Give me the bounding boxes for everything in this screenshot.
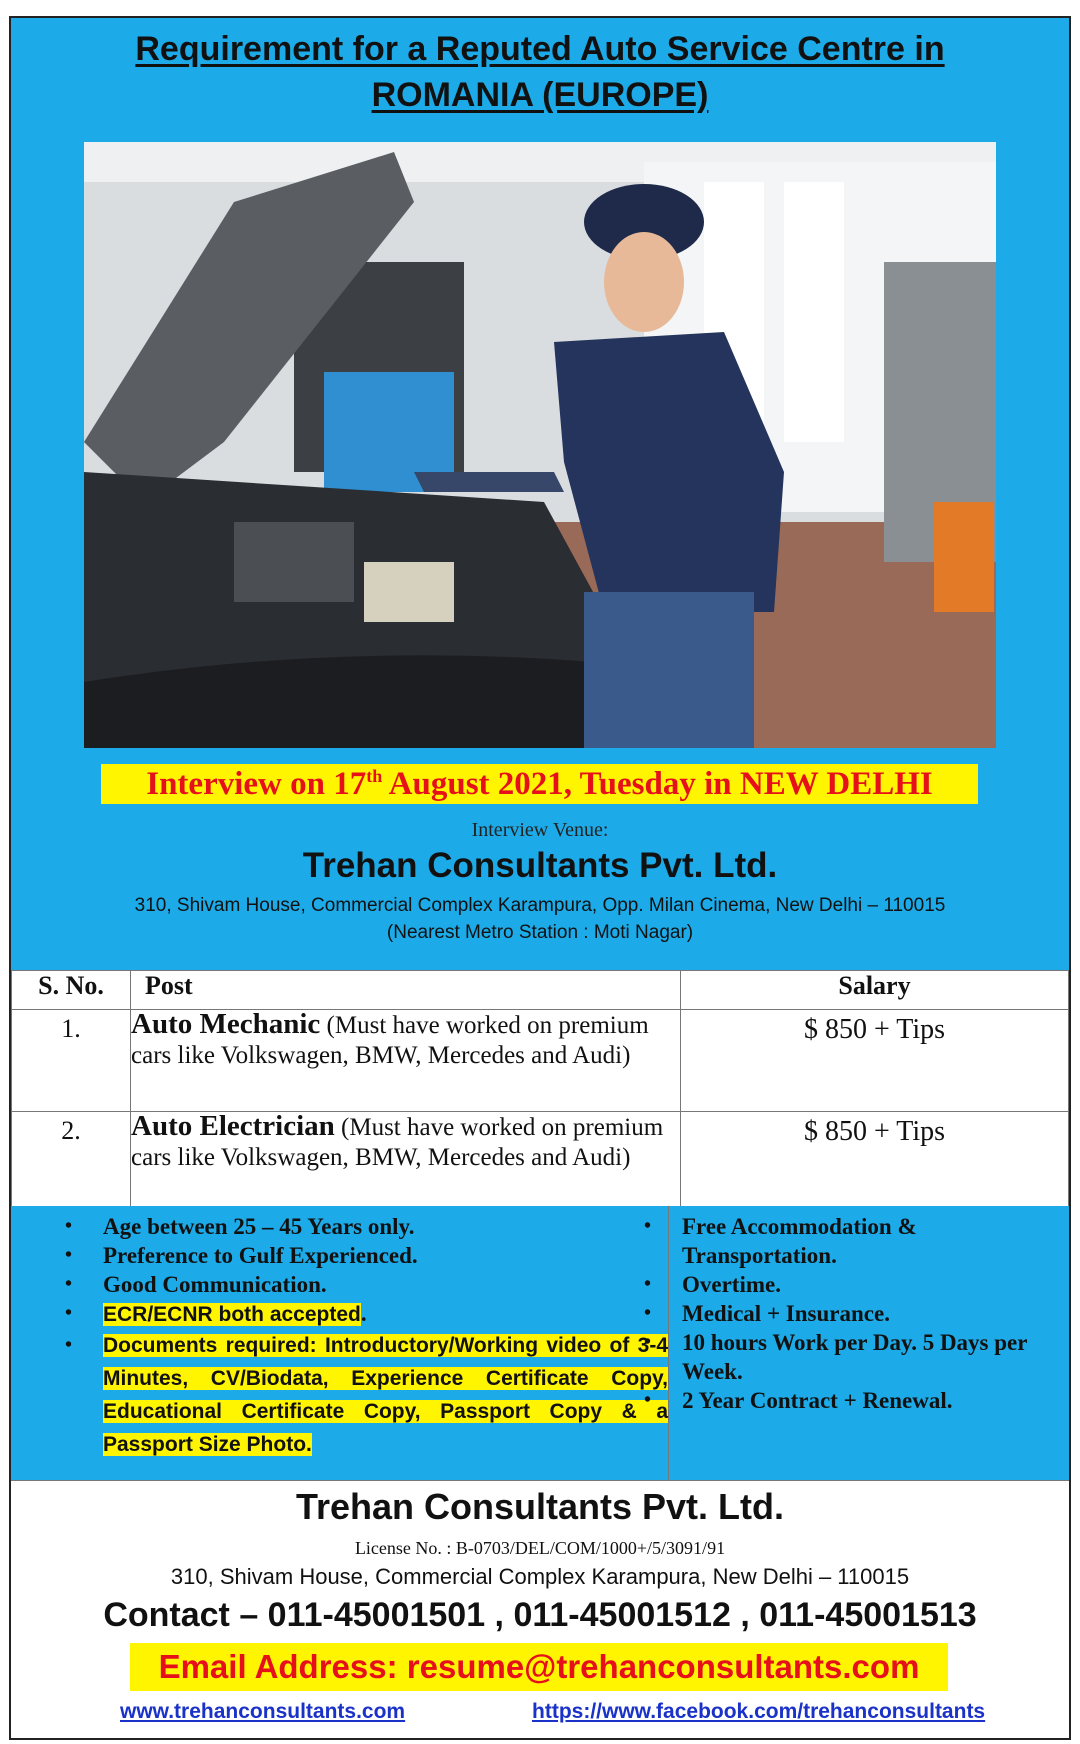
list-item: • Medical + Insurance. [682, 1299, 1052, 1328]
interview-date-suffix: August 2021, Tuesday in NEW DELHI [382, 766, 933, 802]
header-sno: S. No. [12, 971, 131, 1010]
post-note: (Must have worked on premium cars like Volkswagen, BMW, Mercedes and Audi) [131, 1012, 649, 1069]
documents-highlight: Documents required: Introductory/Working video of 3-4 Minutes, CV/Biodata, Experience Certificate Copy, Educational Certificate Copy, Passport Copy & a Passport Size Photo. [103, 1334, 668, 1456]
facebook-link[interactable]: https://www.facebook.com/trehanconsultants [532, 1700, 986, 1723]
interview-date-superscript: th [366, 766, 383, 786]
footer-contact: Contact – 011-45001501 , 011-45001512 , 011-45001513 [103, 1596, 977, 1634]
page-title-line1: Requirement for a Reputed Auto Service Centre in [135, 30, 945, 68]
ecr-highlight: ECR/ECNR both accepted [103, 1303, 361, 1326]
list-item [103, 1299, 668, 1329]
list-item: • Good Communication. [103, 1270, 668, 1299]
benefits-list [682, 1212, 1052, 1415]
venue-metro: (Nearest Metro Station : Moti Nagar) [386, 922, 694, 943]
requirements-panel [11, 1206, 1069, 1481]
header-salary: Salary [681, 971, 1069, 1010]
list-item: • Preference to Gulf Experienced. [103, 1241, 668, 1270]
row-salary: $ 850 + Tips [681, 1112, 1069, 1208]
table-row [12, 1112, 1069, 1208]
list-item: • 2 Year Contract + Renewal. [682, 1386, 1052, 1415]
venue-address: 310, Shivam House, Commercial Complex Karampura, Opp. Milan Cinema, New Delhi – 110015 [134, 895, 946, 916]
list-item: • Age between 25 – 45 Years only. [103, 1212, 668, 1241]
list-item: • 10 hours Work per Day. 5 Days per Week. [682, 1328, 1052, 1386]
row-salary: $ 850 + Tips [681, 1010, 1069, 1112]
table-row [12, 1010, 1069, 1112]
ecr-trailing: . [360, 1301, 367, 1326]
list-item [103, 1329, 668, 1461]
post-note: (Must have worked on premium cars like Volkswagen, BMW, Mercedes and Audi) [131, 1114, 664, 1171]
website-link[interactable]: www.trehanconsultants.com [120, 1700, 406, 1723]
footer-address: 310, Shivam House, Commercial Complex Karampura, New Delhi – 110015 [170, 1564, 910, 1589]
mechanic-photo [84, 142, 996, 748]
header-post: Post [131, 971, 681, 1010]
row-post [131, 1112, 681, 1208]
row-post [131, 1010, 681, 1112]
interview-banner [101, 764, 978, 804]
row-sno: 2. [12, 1112, 131, 1208]
posts-table [11, 970, 1069, 1208]
row-sno: 1. [12, 1010, 131, 1112]
page-title-line2: ROMANIA (EUROPE) [371, 76, 709, 114]
post-title: Auto Mechanic [131, 1008, 321, 1040]
list-item: • Overtime. [682, 1270, 1052, 1299]
requirements-list [103, 1212, 668, 1461]
list-item: • Free Accommodation & Transportation. [682, 1212, 1052, 1270]
interview-date-prefix: Interview on 17 [146, 766, 367, 802]
post-title: Auto Electrician [131, 1110, 335, 1142]
requirements-divider [668, 1206, 669, 1480]
footer-email[interactable]: Email Address: resume@trehanconsultants.com [130, 1643, 948, 1691]
footer-company: Trehan Consultants Pvt. Ltd. [295, 1486, 785, 1527]
workshop-illustration [84, 142, 996, 748]
table-header-row [12, 971, 1069, 1010]
venue-name: Trehan Consultants Pvt. Ltd. [302, 846, 778, 885]
venue-label: Interview Venue: [471, 819, 609, 841]
footer-license: License No. : B-0703/DEL/COM/1000+/5/3091/91 [354, 1538, 726, 1558]
